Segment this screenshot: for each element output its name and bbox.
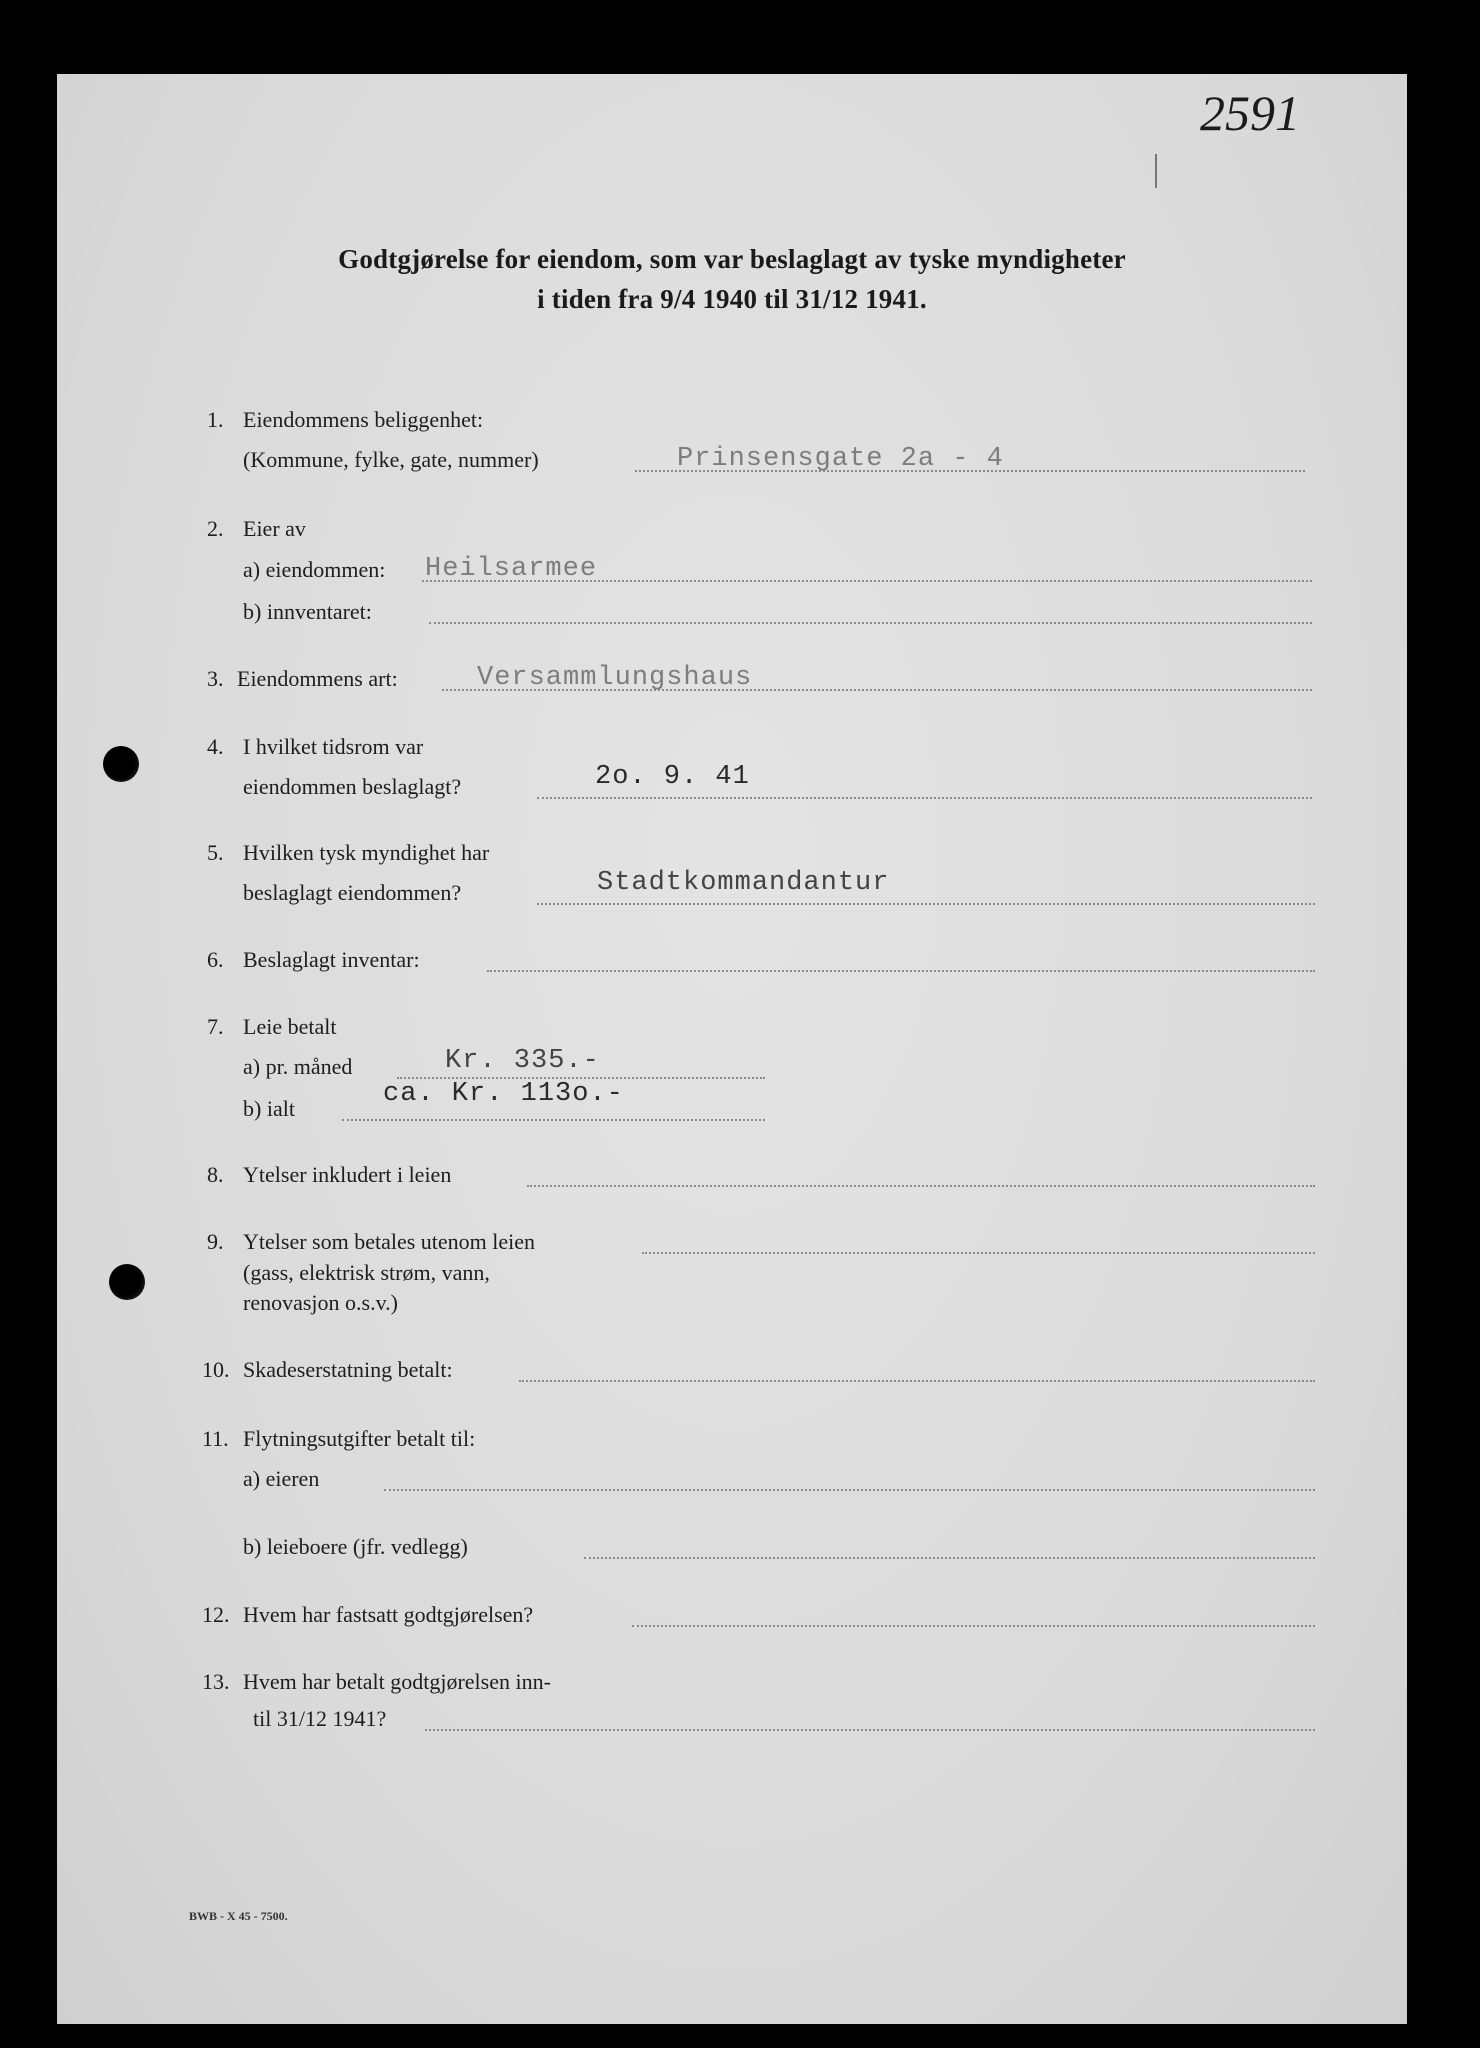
- q2-number: 2.: [207, 516, 224, 541]
- q4-number: 4.: [207, 734, 224, 759]
- q1-label-line2: (Kommune, fylke, gate, nummer): [243, 447, 539, 472]
- q12-answer-line: [632, 1625, 1315, 1627]
- q7-b-label: b) ialt: [243, 1096, 295, 1121]
- q3-answer: Versammlungshaus: [477, 663, 753, 693]
- q8-label: Ytelser inkludert i leien: [243, 1162, 452, 1187]
- q9-answer-line: [642, 1252, 1315, 1254]
- q12-label: Hvem har fastsatt godtgjørelsen?: [243, 1602, 534, 1627]
- q2-a-label: a) eiendommen:: [243, 557, 386, 582]
- q13-answer-line: [425, 1729, 1315, 1731]
- pencil-mark: [1155, 154, 1157, 188]
- q13-number: 13.: [202, 1669, 230, 1694]
- q4-answer-line: [537, 797, 1312, 799]
- q7-a-answer: Kr. 335.-: [445, 1046, 600, 1076]
- handwritten-page-number: 2591: [1200, 85, 1300, 141]
- q13-label-line1: Hvem har betalt godtgjørelsen inn-: [243, 1669, 551, 1694]
- q4-label-line2: eiendommen beslaglagt?: [243, 774, 462, 799]
- q2-a-answer: Heilsarmee: [425, 554, 598, 584]
- q11-b-label: b) leieboere (jfr. vedlegg): [243, 1534, 468, 1559]
- q8-answer-line: [527, 1185, 1315, 1187]
- q6-answer-line: [487, 970, 1315, 972]
- q9-label-line2: (gass, elektrisk strøm, vann,: [243, 1260, 490, 1285]
- q9-label-line3: renovasjon o.s.v.): [243, 1290, 398, 1315]
- q6-number: 6.: [207, 947, 224, 972]
- q7-label: Leie betalt: [243, 1014, 337, 1039]
- q5-label-line1: Hvilken tysk myndighet har: [243, 840, 490, 865]
- q1-label-line1: Eiendommens beliggenhet:: [243, 407, 484, 432]
- q10-answer-line: [519, 1380, 1315, 1382]
- q7-number: 7.: [207, 1014, 224, 1039]
- q11-label: Flytningsutgifter betalt til:: [243, 1426, 476, 1451]
- q7-b-answer: ca. Kr. 113o.-: [383, 1079, 624, 1109]
- q10-label: Skadeserstatning betalt:: [243, 1357, 453, 1382]
- form-sheet: [57, 74, 1407, 2024]
- form-title-line2: i tiden fra 9/4 1940 til 31/12 1941.: [537, 284, 927, 314]
- q5-answer-line: [537, 903, 1315, 905]
- q12-number: 12.: [202, 1602, 230, 1627]
- q13-label-line2: til 31/12 1941?: [253, 1706, 387, 1731]
- q5-answer: Stadtkommandantur: [597, 868, 890, 898]
- punch-hole-lower: [109, 1264, 145, 1300]
- q11-number: 11.: [202, 1426, 229, 1451]
- q1-number: 1.: [207, 407, 224, 432]
- q2-b-label: b) innventaret:: [243, 599, 372, 624]
- q3-label: Eiendommens art:: [237, 666, 398, 691]
- q2-b-answer-line: [429, 622, 1312, 624]
- q9-number: 9.: [207, 1229, 224, 1254]
- q7-b-answer-line: [342, 1119, 765, 1121]
- q2-label: Eier av: [243, 516, 306, 541]
- q10-number: 10.: [202, 1357, 230, 1382]
- q7-a-label: a) pr. måned: [243, 1054, 353, 1079]
- q11-a-answer-line: [384, 1489, 1315, 1491]
- print-code: BWB - X 45 - 7500.: [189, 1909, 288, 1923]
- q4-label-line1: I hvilket tidsrom var: [243, 734, 424, 759]
- q11-b-answer-line: [584, 1557, 1315, 1559]
- punch-hole-upper: [103, 746, 139, 782]
- q8-number: 8.: [207, 1162, 224, 1187]
- q4-answer: 2o. 9. 41: [595, 762, 750, 792]
- q5-label-line2: beslaglagt eiendommen?: [243, 880, 462, 905]
- form-title-line1: Godtgjørelse for eiendom, som var beslaglagt av tyske myndigheter: [338, 244, 1126, 274]
- q5-number: 5.: [207, 840, 224, 865]
- q3-number: 3.: [207, 666, 224, 691]
- q9-label-line1: Ytelser som betales utenom leien: [243, 1229, 536, 1254]
- q1-answer: Prinsensgate 2a - 4: [677, 444, 1004, 474]
- q6-label: Beslaglagt inventar:: [243, 947, 420, 972]
- q11-a-label: a) eieren: [243, 1466, 320, 1491]
